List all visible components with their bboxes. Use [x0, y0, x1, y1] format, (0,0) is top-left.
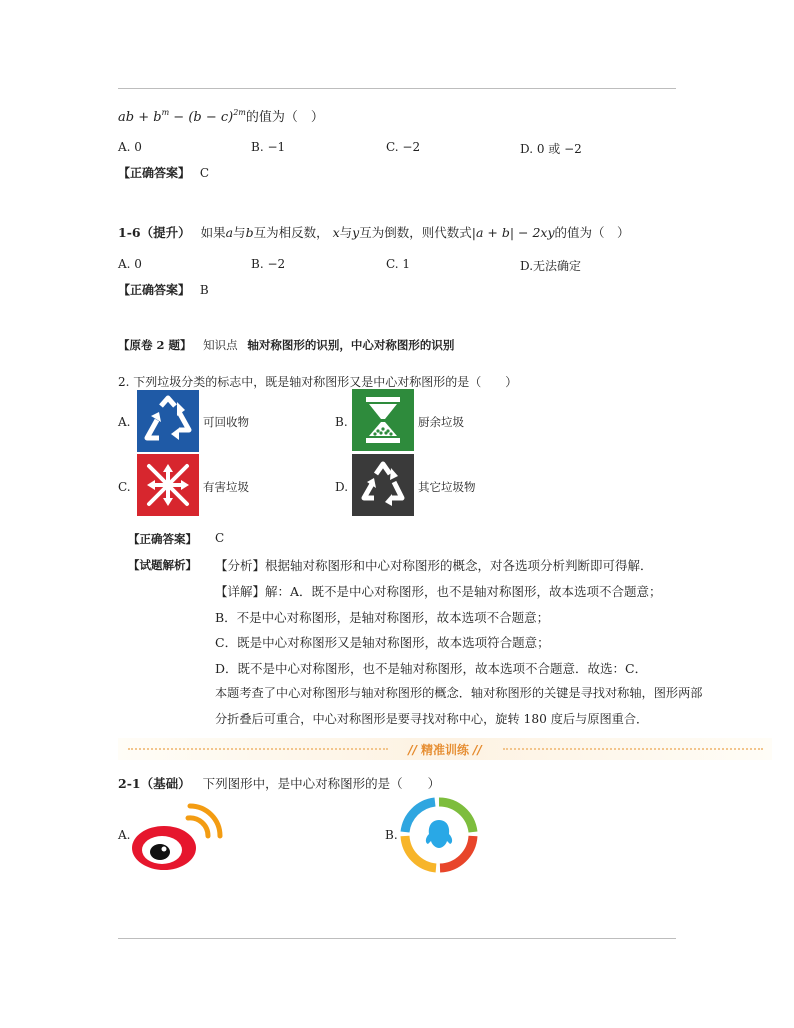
- q16-text-b: 与: [233, 225, 246, 240]
- section-2-label: 【原卷 2 题】: [118, 338, 192, 352]
- question-2-1: [118, 774, 440, 792]
- banner-title: // 精准训练 //: [408, 743, 482, 757]
- q2-option-b-caption: 厨余垃圾: [418, 415, 464, 429]
- expr-sup-m: m: [161, 108, 170, 117]
- analysis-line-1: 【分析】根据轴对称图形和中心对称图形的概念，对各选项分析判断即可得解．: [215, 558, 653, 573]
- q2-option-a-caption: 可回收物: [203, 415, 249, 429]
- option-b: B. −1: [251, 140, 286, 154]
- var-x: x: [332, 225, 340, 240]
- answer-label: 【正确答案】: [118, 166, 191, 180]
- hourglass-icon: [352, 389, 414, 451]
- knowledge-point-text: 轴对称图形的识别，中心对称图形的识别: [247, 338, 455, 352]
- q16-text-f: 的值为（ ）: [554, 225, 630, 240]
- expr-suffix: 的值为（ ）: [245, 110, 324, 125]
- q16-expression: |a + b| − 2xy: [471, 225, 555, 240]
- bottom-divider: [118, 938, 676, 939]
- weibo-logo-icon: [128, 796, 224, 874]
- answer-value: C: [199, 166, 210, 180]
- analysis-line-7: 分折叠后可重合，中心对称图形是要寻找对称中心，旋转 180 度后与原图重合．: [215, 712, 649, 726]
- expr-mid: − (b − c): [169, 110, 234, 125]
- var-b: b: [245, 225, 254, 240]
- q16-option-d: D.无法确定: [520, 259, 582, 273]
- option-d: D. 0 或 −2: [520, 142, 582, 156]
- q2-option-a-letter: A.: [118, 415, 131, 429]
- precision-training-banner: [118, 738, 772, 760]
- analysis-line-6: 本题考查了中心对称图形与轴对称图形的概念．轴对称图形的关键是寻找对称轴，图形两部: [215, 686, 703, 700]
- option-a: A. 0: [118, 140, 142, 154]
- analysis-line-2: 【详解】解：A．既不是中心对称图形，也不是轴对称图形，故本选项不合题意；: [215, 584, 662, 599]
- question-1-6: [118, 223, 630, 241]
- q2-analysis-label: 【试题解析】: [128, 558, 197, 572]
- var-a: a: [225, 225, 234, 240]
- q2-option-c-letter: C.: [118, 480, 131, 494]
- analysis-line-3: B．不是中心对称图形，是轴对称图形，故本选项不合题意；: [215, 610, 550, 625]
- q16-option-c: C. 1: [386, 257, 411, 271]
- q2-option-c-caption: 有害垃圾: [203, 480, 249, 494]
- answer-row: [118, 164, 209, 181]
- option-c: C. −2: [386, 140, 421, 154]
- q16-text-e: 互为倒数，则代数式: [359, 225, 472, 240]
- top-question-expression: [118, 106, 324, 125]
- question-number: 1-6（提升）: [118, 225, 191, 240]
- expr-sup-2m: 2m: [233, 108, 246, 117]
- q16-text-d: 与: [339, 225, 353, 240]
- qq-logo-icon: [398, 796, 480, 874]
- question-2-stem: 2. 下列垃圾分类的标志中，既是轴对称图形又是中心对称图形的是（ ）: [118, 375, 518, 389]
- q21-option-b-letter: B.: [385, 828, 398, 842]
- hazard-cross-icon: [137, 454, 199, 516]
- q16-option-a: A. 0: [118, 257, 142, 271]
- q2-option-d-caption: 其它垃圾物: [418, 480, 476, 494]
- top-divider: [118, 88, 676, 89]
- q2-option-b-letter: B.: [335, 415, 348, 429]
- analysis-line-4: C．既是中心对称图形又是轴对称图形，故本选项符合题意；: [215, 635, 550, 650]
- q21-option-a-letter: A.: [118, 828, 131, 842]
- var-y: y: [352, 225, 360, 240]
- q16-option-b: B. −2: [251, 257, 286, 271]
- q16-text-c: 互为相反数，: [253, 225, 329, 240]
- q16-answer-label: 【正确答案】: [118, 283, 191, 297]
- q2-answer-label: 【正确答案】: [128, 532, 197, 546]
- expr-prefix: ab + b: [118, 110, 162, 125]
- q21-number: 2-1（基础）: [118, 776, 191, 791]
- recycle-icon: [137, 390, 199, 452]
- banner-title-text: 精准训练: [420, 743, 469, 757]
- q16-answer-row: [118, 281, 209, 298]
- other-waste-icon: [352, 454, 414, 516]
- q2-option-d-letter: D.: [335, 480, 349, 494]
- q16-text-a: 如果: [200, 225, 226, 240]
- analysis-line-5: D．既不是中心对称图形，也不是轴对称图形，故本选项不合题意．故选：C．: [215, 661, 648, 676]
- section-2-header: [118, 337, 454, 353]
- q2-answer-value: C: [215, 531, 225, 545]
- q16-answer-value: B: [199, 283, 209, 297]
- knowledge-point-label: 知识点: [203, 338, 238, 352]
- q21-stem: 下列图形中，是中心对称图形的是（ ）: [202, 776, 441, 791]
